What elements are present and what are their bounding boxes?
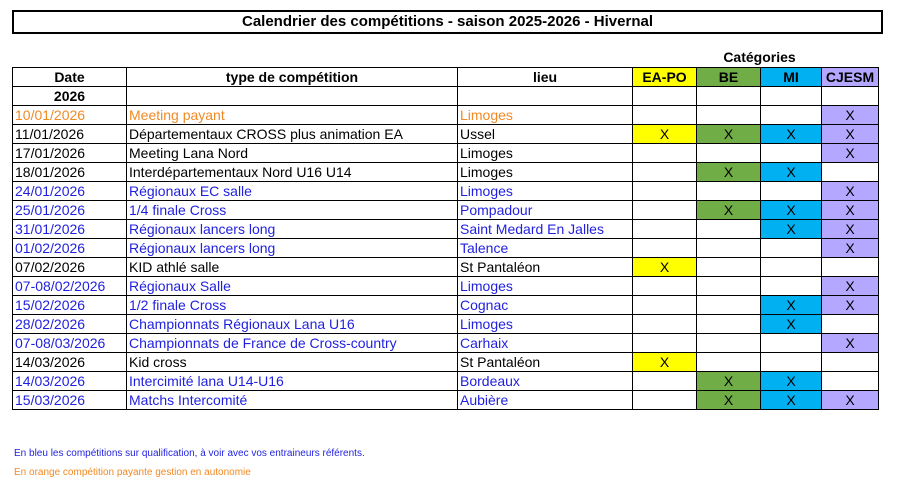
lieu-cell: Saint Medard En Jalles [458,220,633,239]
header-cjesm: CJESM [822,68,879,87]
date-cell: 17/01/2026 [13,144,127,163]
lieu-cell: Talence [458,239,633,258]
mi-cell: X [761,296,822,315]
cjesm-cell: X [822,182,879,201]
table-row [13,125,879,144]
mi-cell [761,182,822,201]
competition-table [12,67,879,410]
eapo-cell [633,106,697,125]
be-cell [697,239,761,258]
table-row [13,106,879,125]
lieu-cell: Limoges [458,163,633,182]
lieu-cell: St Pantaléon [458,353,633,372]
mi-cell: X [761,315,822,334]
mi-cell [761,239,822,258]
mi-cell [761,258,822,277]
table-row [13,353,879,372]
eapo-cell [633,144,697,163]
type-cell: Kid cross [127,353,458,372]
cjesm-cell [822,258,879,277]
type-cell: Départementaux CROSS plus animation EA [127,125,458,144]
note-orange: En orange compétition payante gestion en autonomie [14,467,251,478]
be-cell [697,144,761,163]
type-cell: Régionaux lancers long [127,239,458,258]
be-cell [697,220,761,239]
mi-cell: X [761,163,822,182]
cjesm-cell: X [822,239,879,258]
cjesm-cell [822,372,879,391]
cjesm-cell: X [822,144,879,163]
be-cell [697,334,761,353]
eapo-cell [633,315,697,334]
table-row [13,201,879,220]
table-row [13,144,879,163]
be-cell: X [697,125,761,144]
type-cell: Championnats de France de Cross-country [127,334,458,353]
header-mi: MI [761,68,822,87]
type-cell: Régionaux lancers long [127,220,458,239]
eapo-cell: X [633,353,697,372]
date-cell: 24/01/2026 [13,182,127,201]
table-row [13,296,879,315]
year-row [13,87,879,106]
header-lieu: lieu [458,68,633,87]
date-cell: 07-08/03/2026 [13,334,127,353]
table-row [13,372,879,391]
date-cell: 18/01/2026 [13,163,127,182]
year-cell: 2026 [13,87,127,106]
note-blue: En bleu les compétitions sur qualification, à voir avec vos entraineurs référents. [14,448,365,459]
header-type: type de compétition [127,68,458,87]
table-row [13,277,879,296]
eapo-cell [633,220,697,239]
table-row [13,258,879,277]
eapo-cell [633,277,697,296]
be-cell [697,258,761,277]
type-cell: 1/2 finale Cross [127,296,458,315]
date-cell: 07/02/2026 [13,258,127,277]
table-row [13,315,879,334]
cjesm-cell: X [822,334,879,353]
be-cell: X [697,163,761,182]
categories-label: Catégories [723,49,796,65]
date-cell: 15/02/2026 [13,296,127,315]
be-cell [697,106,761,125]
be-cell [697,315,761,334]
cjesm-cell [822,163,879,182]
lieu-cell: Limoges [458,144,633,163]
be-cell [697,353,761,372]
type-cell: Régionaux Salle [127,277,458,296]
type-cell: Championnats Régionaux Lana U16 [127,315,458,334]
type-cell: Régionaux EC salle [127,182,458,201]
be-cell [697,277,761,296]
lieu-cell: Ussel [458,125,633,144]
lieu-cell: Bordeaux [458,372,633,391]
header-eapo: EA-PO [633,68,697,87]
eapo-cell [633,372,697,391]
header-be: BE [697,68,761,87]
mi-cell: X [761,201,822,220]
type-cell: Meeting payant [127,106,458,125]
table-row [13,391,879,410]
table-row [13,334,879,353]
mi-cell: X [761,372,822,391]
lieu-cell: St Pantaléon [458,258,633,277]
be-cell: X [697,372,761,391]
cjesm-cell [822,353,879,372]
type-cell: Matchs Intercomité [127,391,458,410]
date-cell: 31/01/2026 [13,220,127,239]
eapo-cell: X [633,125,697,144]
date-cell: 14/03/2026 [13,372,127,391]
date-cell: 15/03/2026 [13,391,127,410]
mi-cell: X [761,220,822,239]
mi-cell [761,144,822,163]
date-cell: 25/01/2026 [13,201,127,220]
table-row [13,239,879,258]
type-cell: Interdépartementaux Nord U16 U14 [127,163,458,182]
be-cell: X [697,391,761,410]
lieu-cell: Pompadour [458,201,633,220]
cjesm-cell: X [822,201,879,220]
eapo-cell [633,296,697,315]
be-cell [697,182,761,201]
table-row [13,220,879,239]
lieu-cell: Cognac [458,296,633,315]
eapo-cell [633,334,697,353]
cjesm-cell [822,315,879,334]
page-title: Calendrier des compétitions - saison 2025-2026 - Hivernal [12,10,883,34]
cjesm-cell: X [822,125,879,144]
type-cell: Intercimité lana U14-U16 [127,372,458,391]
mi-cell: X [761,391,822,410]
table-row [13,163,879,182]
lieu-cell: Limoges [458,315,633,334]
eapo-cell: X [633,258,697,277]
mi-cell [761,277,822,296]
cjesm-cell: X [822,220,879,239]
mi-cell [761,353,822,372]
cjesm-cell: X [822,296,879,315]
date-cell: 11/01/2026 [13,125,127,144]
mi-cell: X [761,125,822,144]
cjesm-cell: X [822,391,879,410]
date-cell: 28/02/2026 [13,315,127,334]
table-row [13,182,879,201]
eapo-cell [633,182,697,201]
lieu-cell: Limoges [458,182,633,201]
eapo-cell [633,163,697,182]
header-row [13,68,879,87]
date-cell: 10/01/2026 [13,106,127,125]
header-date: Date [13,68,127,87]
lieu-cell: Limoges [458,277,633,296]
be-cell: X [697,201,761,220]
lieu-cell: Aubière [458,391,633,410]
type-cell: 1/4 finale Cross [127,201,458,220]
type-cell: KID athlé salle [127,258,458,277]
cjesm-cell: X [822,277,879,296]
mi-cell [761,334,822,353]
eapo-cell [633,391,697,410]
date-cell: 01/02/2026 [13,239,127,258]
date-cell: 07-08/02/2026 [13,277,127,296]
date-cell: 14/03/2026 [13,353,127,372]
type-cell: Meeting Lana Nord [127,144,458,163]
be-cell [697,296,761,315]
eapo-cell [633,239,697,258]
mi-cell [761,106,822,125]
lieu-cell: Limoges [458,106,633,125]
cjesm-cell: X [822,106,879,125]
eapo-cell [633,201,697,220]
lieu-cell: Carhaix [458,334,633,353]
